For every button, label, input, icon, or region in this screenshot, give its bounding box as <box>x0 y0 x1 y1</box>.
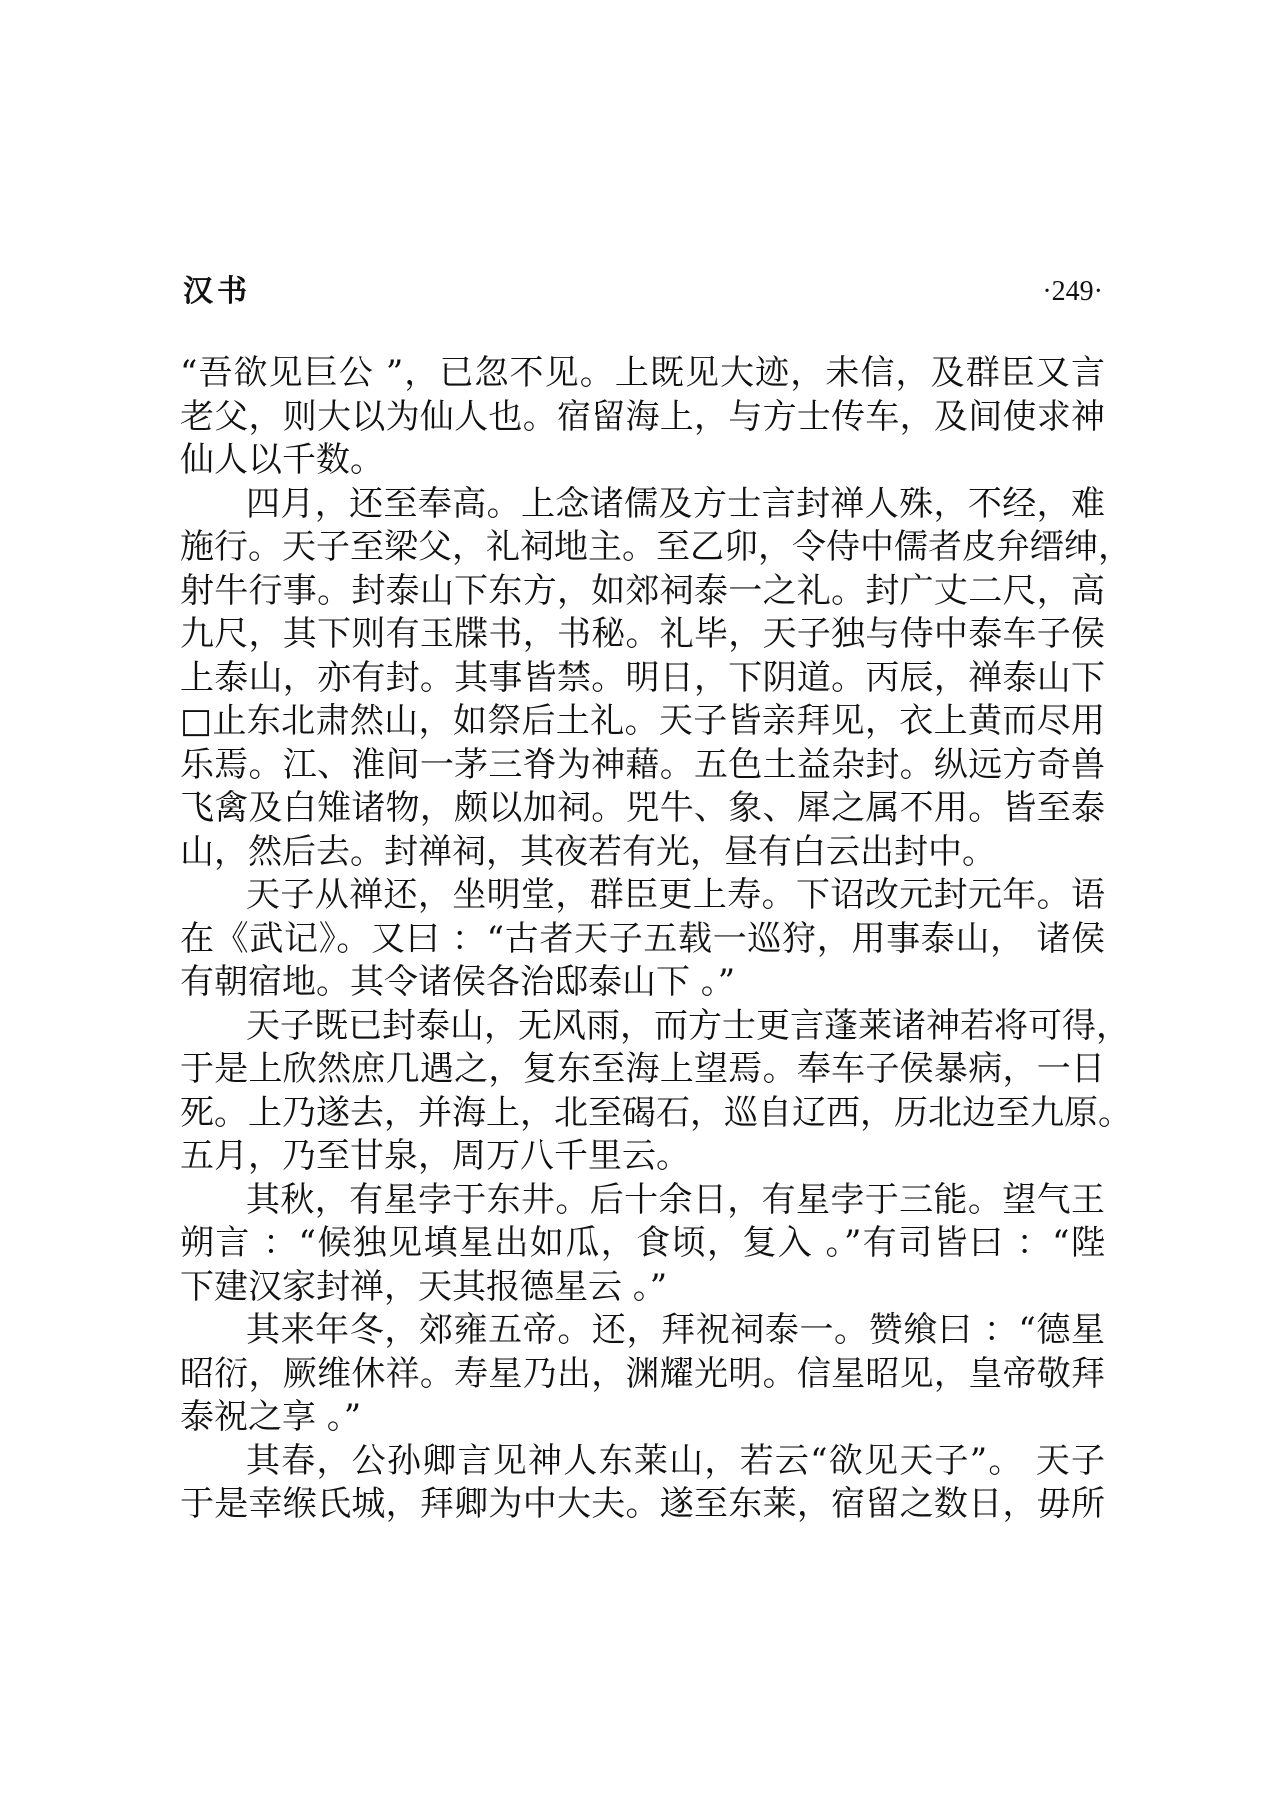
text-line: 于是幸缑氏城，拜卿为中大夫。遂至东莱，宿留之数日，毋所 <box>180 1484 1105 1524</box>
text-line: □止东北肃然山，如祭后土礼。天子皆亲拜见，衣上黄而尽用 <box>180 701 1105 741</box>
paragraph-first-line: 四月，还至奉高。上念诸儒及方士言封禅人殊，不经，难 <box>246 483 1105 524</box>
body-text <box>180 352 1132 1527</box>
text-line: 泰祝之享 。” <box>180 1397 362 1437</box>
text-line: 飞禽及白雉诸物，颇以加祠。兕牛、象、犀之属不用。皆至泰 <box>180 788 1105 828</box>
text-line: 老父，则大以为仙人也。宿留海上，与方士传车，及间使求神 <box>180 396 1105 437</box>
text-line: “吾欲见巨公 ”，已忽不见。上既见大迹，未信，及群臣又言 <box>180 353 1105 393</box>
paragraph-first-line: 天子从禅还，坐明堂，群臣更上寿。下诏改元封元年。语 <box>246 875 1105 915</box>
text-line: 在《武记》。又曰 ：“古者天子五载一巡狩，用事泰山， 诸侯 <box>180 918 1105 959</box>
text-line: 于是上欣然庶几遇之，复东至海上望焉。奉车子侯暴病，一日 <box>180 1049 1105 1089</box>
page-header <box>183 272 1103 312</box>
text-line: 山，然后去。封禅祠，其夜若有光，昼有白云出封中。 <box>180 831 996 872</box>
text-line: 射牛行事。封泰山下东方，如郊祠泰一之礼。封广丈二尺，高 <box>180 570 1105 611</box>
paragraph-first-line: 其来年冬，郊雍五帝。还，拜祝祠泰一。赞飨曰 ：“德星 <box>246 1310 1105 1350</box>
text-line: 朔言 ：“候独见填星出如瓜，食顷，复入 。”有司皆曰 ：“陛 <box>180 1223 1105 1263</box>
text-line: 施行。天子至梁父，礼祠地主。至乙卯，令侍中儒者皮弁缙绅， <box>180 527 1132 567</box>
paragraph-first-line: 其秋，有星孛于东井。后十余日，有星孛于三能。望气王 <box>246 1179 1105 1220</box>
book-title: 汉书 <box>183 274 251 309</box>
text-line: 上泰山，亦有封。其事皆禁。明日，下阴道。丙辰，禅泰山下 <box>180 657 1105 698</box>
text-line: 五月，乃至甘泉，周万八千里云。 <box>180 1136 690 1176</box>
text-line: 九尺，其下则有玉牒书，书秘。礼毕，天子独与侍中泰车子侯 <box>180 614 1105 654</box>
text-line: 乐焉。江、淮间一茅三脊为神藉。五色土益杂封。纵远方奇兽 <box>180 744 1105 785</box>
text-line: 死。上乃遂去，并海上，北至碣石，巡自辽西，历北边至九原。 <box>180 1092 1132 1133</box>
page-number: ·249· <box>1042 276 1103 307</box>
text-line: 仙人以千数。 <box>180 440 384 480</box>
text-line: 有朝宿地。其令诸侯各治邸泰山下 。” <box>180 962 736 1002</box>
paragraph-first-line: 天子既已封泰山，无风雨，而方士更言蓬莱诸神若将可得， <box>246 1005 1130 1046</box>
text-line: 下建汉家封禅，天其报德星云 。” <box>180 1266 668 1307</box>
text-line: 昭衍，厥维休祥。寿星乃出，渊耀光明。信星昭见，皇帝敬拜 <box>180 1353 1105 1394</box>
paragraph-first-line: 其春，公孙卿言见神人东莱山，若云“欲见天子”。 天子 <box>246 1440 1105 1481</box>
